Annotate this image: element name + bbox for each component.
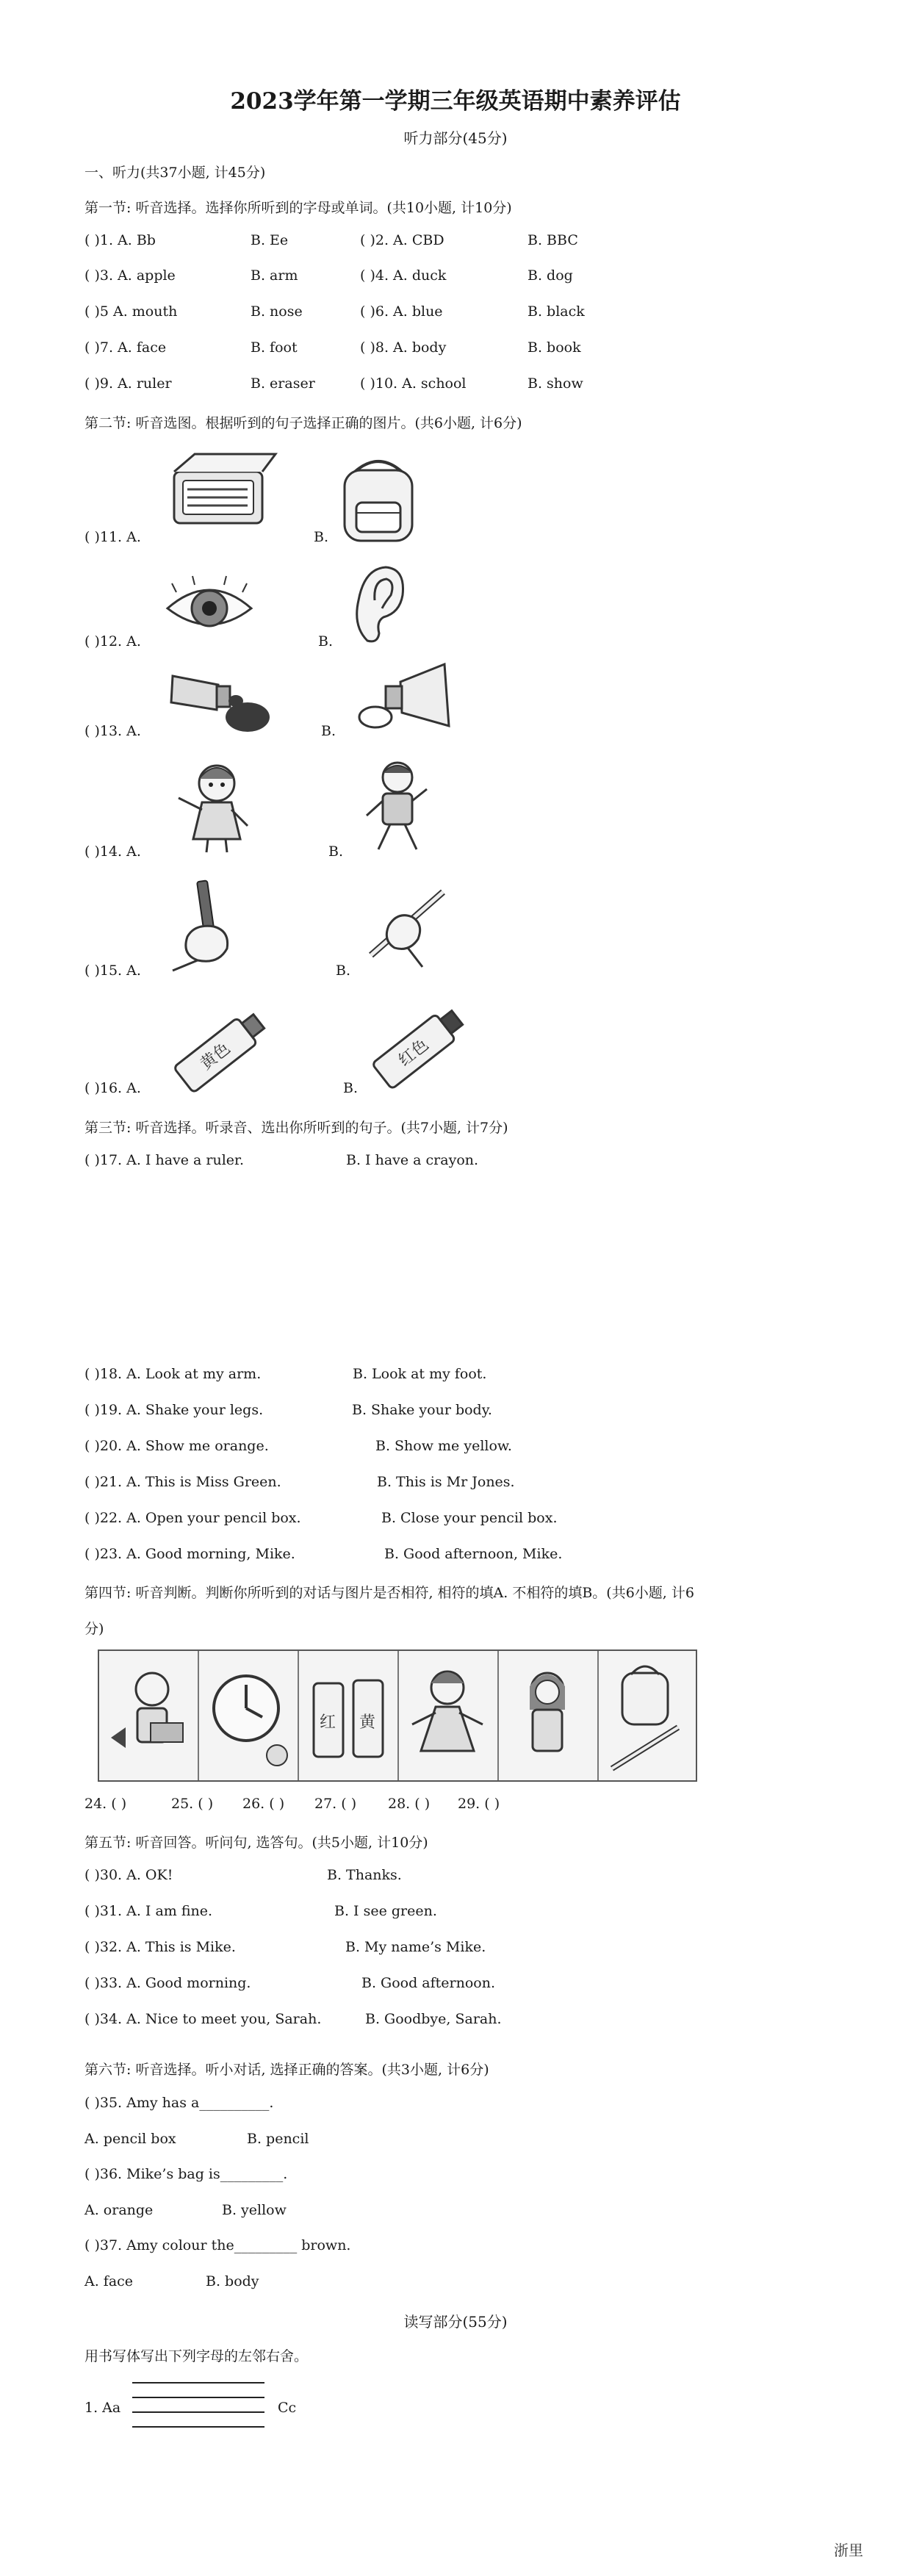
option-b: B. Goodbye, Sarah. xyxy=(365,2011,502,2027)
question-stem: ( )18. A. Look at my arm. xyxy=(84,1366,262,1382)
girl-icon xyxy=(165,757,257,856)
answer-blank: 29. ( ) xyxy=(458,1796,500,1812)
question-stem: ( )37. Amy colour the_________ brown. xyxy=(84,2237,351,2253)
section-one-heading: 一、听力(共37小题, 计45分) xyxy=(84,165,266,181)
q12-label: ( )12. A. xyxy=(84,633,141,650)
answer-blank: 25. ( ) xyxy=(171,1796,214,1812)
question-stem: ( )5 A. mouth xyxy=(84,303,178,320)
ear-icon xyxy=(345,560,411,648)
red-paint-tube-icon xyxy=(364,999,481,1091)
question-stem: ( )6. A. blue xyxy=(360,303,443,320)
writing-line xyxy=(132,2382,264,2383)
part6-heading: 第六节: 听音选择。听小对话, 选择正确的答案。(共3小题, 计6分) xyxy=(84,2062,489,2078)
answer-blank: 27. ( ) xyxy=(314,1796,357,1812)
answer-blank: 26. ( ) xyxy=(242,1796,285,1812)
black-paint-tube-icon xyxy=(165,666,276,739)
part4-heading-cont: 分) xyxy=(84,1621,104,1637)
question-stem: ( )7. A. face xyxy=(84,339,167,356)
option-b: B. eraser xyxy=(251,375,315,392)
question-stem: ( )9. A. ruler xyxy=(84,375,172,392)
option-b: B. yellow xyxy=(222,2202,287,2218)
question-stem: ( )4. A. duck xyxy=(360,267,447,284)
answer-blank: 28. ( ) xyxy=(388,1796,431,1812)
option-b: B. I see green. xyxy=(334,1903,437,1919)
pencil-box-icon xyxy=(165,448,283,540)
part3-heading: 第三节: 听音选择。听录音、选出你所听到的句子。(共7小题, 计7分) xyxy=(84,1120,508,1136)
option-b: B. Close your pencil box. xyxy=(381,1510,558,1526)
picture-strip xyxy=(98,1649,697,1782)
q11-label: ( )11. A. xyxy=(84,529,141,545)
exam-title: 2023学年第一学期三年级英语期中素养评估 xyxy=(230,88,681,115)
option-b: B. Good afternoon, Mike. xyxy=(384,1546,563,1562)
writing-instruction: 用书写体写出下列字母的左邻右舍。 xyxy=(84,2348,309,2364)
option-b: B. black xyxy=(527,303,585,320)
question-stem: ( )36. Mike’s bag is_________. xyxy=(84,2166,288,2182)
q16-label: ( )16. A. xyxy=(84,1080,141,1096)
svg-text:黄色: 黄色 xyxy=(197,1039,234,1074)
hand-holding-marker-icon xyxy=(165,878,253,977)
writing-header: 读写部分(55分) xyxy=(403,2313,508,2331)
option-b: B. nose xyxy=(251,303,303,320)
option-b: B. Shake your body. xyxy=(352,1402,492,1418)
option-b: B. Thanks. xyxy=(327,1867,402,1883)
question-stem: ( )22. A. Open your pencil box. xyxy=(84,1510,301,1526)
q13-label: ( )13. A. xyxy=(84,723,141,739)
q12-option-b-label: B. xyxy=(318,633,334,650)
question-stem: ( )35. Amy has a__________. xyxy=(84,2095,274,2111)
option-b: B. Good afternoon. xyxy=(361,1975,496,1991)
boy-icon xyxy=(356,757,437,856)
listening-header: 听力部分(45分) xyxy=(403,129,508,147)
option-b: B. BBC xyxy=(527,232,578,248)
yellow-paint-tube-icon xyxy=(165,1003,283,1095)
strip-pic-clock xyxy=(198,1651,299,1780)
question-stem: ( )17. A. I have a ruler. xyxy=(84,1152,245,1168)
question-stem: ( )1. A. Bb xyxy=(84,232,156,248)
part5-heading: 第五节: 听音回答。听问句, 选答句。(共5小题, 计10分) xyxy=(84,1835,428,1851)
writing-right-letter: Cc xyxy=(278,2400,297,2416)
option-b: B. book xyxy=(527,339,581,356)
writing-left-letter: 1. Aa xyxy=(84,2400,121,2416)
backpack-icon xyxy=(334,450,422,545)
option-b: B. I have a crayon. xyxy=(346,1152,479,1168)
option-b: B. dog xyxy=(527,267,573,284)
hand-holding-pencil-icon xyxy=(364,882,452,970)
question-stem: ( )10. A. school xyxy=(360,375,467,392)
question-stem: ( )34. A. Nice to meet you, Sarah. xyxy=(84,2011,322,2027)
writing-line xyxy=(132,2397,264,2398)
q11-option-b-label: B. xyxy=(314,529,329,545)
option-a: A. orange xyxy=(84,2202,154,2218)
svg-text:红: 红 xyxy=(320,1713,336,1732)
strip-pic-boy-book xyxy=(99,1651,199,1780)
strip-pic-girl-standing xyxy=(497,1651,599,1780)
question-stem: ( )3. A. apple xyxy=(84,267,176,284)
option-b: B. foot xyxy=(251,339,298,356)
option-a: A. pencil box xyxy=(84,2131,176,2147)
strip-pic-paint-tubes xyxy=(298,1651,399,1780)
question-stem: ( )8. A. body xyxy=(360,339,447,356)
watermark: 浙里 xyxy=(834,2541,863,2559)
option-b: B. show xyxy=(527,375,583,392)
eye-icon xyxy=(162,570,257,644)
part2-heading: 第二节: 听音选图。根据听到的句子选择正确的图片。(共6小题, 计6分) xyxy=(84,415,522,431)
option-b: B. My name’s Mike. xyxy=(345,1939,486,1955)
answer-blank: 24. ( ) xyxy=(84,1796,127,1812)
question-stem: ( )20. A. Show me orange. xyxy=(84,1438,269,1454)
writing-line xyxy=(132,2411,264,2413)
option-b: B. Show me yellow. xyxy=(375,1438,512,1454)
option-b: B. pencil xyxy=(247,2131,309,2147)
strip-pic-backpack-ruler xyxy=(597,1651,694,1780)
option-b: B. Ee xyxy=(251,232,289,248)
svg-text:黄: 黄 xyxy=(359,1713,376,1732)
white-paint-tube-icon xyxy=(356,660,452,733)
option-b: B. arm xyxy=(251,267,298,284)
q14-option-b-label: B. xyxy=(328,843,344,860)
question-stem: ( )2. A. CBD xyxy=(360,232,444,248)
question-stem: ( )19. A. Shake your legs. xyxy=(84,1402,264,1418)
svg-text:红色: 红色 xyxy=(395,1035,433,1071)
question-stem: ( )33. A. Good morning. xyxy=(84,1975,251,1991)
q15-option-b-label: B. xyxy=(336,963,351,979)
question-stem: ( )32. A. This is Mike. xyxy=(84,1939,236,1955)
option-b: B. This is Mr Jones. xyxy=(377,1474,515,1490)
question-stem: ( )31. A. I am fine. xyxy=(84,1903,213,1919)
question-stem: ( )21. A. This is Miss Green. xyxy=(84,1474,281,1490)
q15-label: ( )15. A. xyxy=(84,963,141,979)
question-stem: ( )23. A. Good morning, Mike. xyxy=(84,1546,295,1562)
q13-option-b-label: B. xyxy=(321,723,336,739)
part1-heading: 第一节: 听音选择。选择你所听到的字母或单词。(共10小题, 计10分) xyxy=(84,200,512,216)
strip-pic-girl-dancing xyxy=(397,1651,499,1780)
q16-option-b-label: B. xyxy=(343,1080,359,1096)
option-a: A. face xyxy=(84,2273,134,2289)
question-stem: ( )30. A. OK! xyxy=(84,1867,173,1883)
writing-line xyxy=(132,2426,264,2428)
option-b: B. body xyxy=(206,2273,259,2289)
option-b: B. Look at my foot. xyxy=(353,1366,487,1382)
part4-heading: 第四节: 听音判断。判断你所听到的对话与图片是否相符, 相符的填A. 不相符的填B。(共6小题, 计6 xyxy=(84,1585,694,1601)
q14-label: ( )14. A. xyxy=(84,843,141,860)
